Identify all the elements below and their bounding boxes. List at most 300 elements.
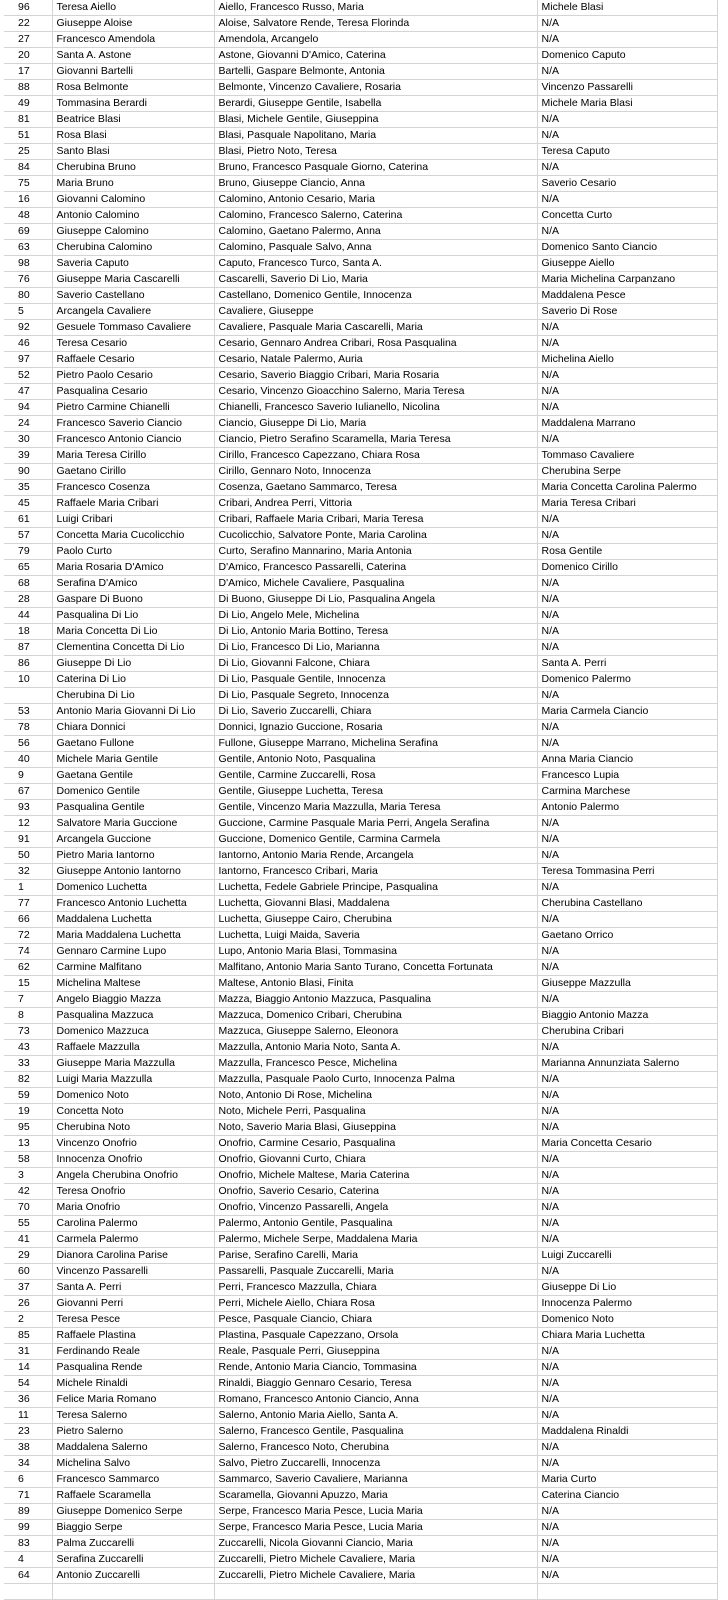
parents-cell[interactable]: Cavaliere, Pasquale Maria Cascarelli, Maria	[214, 320, 537, 336]
parents-cell[interactable]: Parise, Serafino Carelli, Maria	[214, 1248, 537, 1264]
spouse-cell[interactable]: N/A	[537, 720, 717, 736]
id-cell[interactable]: 6	[4, 1472, 52, 1488]
parents-cell[interactable]: Lupo, Antonio Maria Blasi, Tommasina	[214, 944, 537, 960]
name-cell[interactable]: Maria Bruno	[52, 176, 214, 192]
name-cell[interactable]: Giuseppe Aloise	[52, 16, 214, 32]
parents-cell[interactable]: Rinaldi, Biaggio Gennaro Cesario, Teresa	[214, 1376, 537, 1392]
name-cell[interactable]: Gaetana Gentile	[52, 768, 214, 784]
id-cell[interactable]: 67	[4, 784, 52, 800]
name-cell[interactable]: Giovanni Perri	[52, 1296, 214, 1312]
spouse-cell[interactable]: Saverio Di Rose	[537, 304, 717, 320]
id-cell[interactable]: 66	[4, 912, 52, 928]
name-cell[interactable]: Maria Concetta Di Lio	[52, 624, 214, 640]
parents-cell[interactable]: Berardi, Giuseppe Gentile, Isabella	[214, 96, 537, 112]
id-cell[interactable]	[4, 1584, 52, 1600]
id-cell[interactable]: 42	[4, 1184, 52, 1200]
spouse-cell[interactable]: Tommaso Cavaliere	[537, 448, 717, 464]
parents-cell[interactable]: Astone, Giovanni D'Amico, Caterina	[214, 48, 537, 64]
id-cell[interactable]: 70	[4, 1200, 52, 1216]
name-cell[interactable]: Luigi Maria Mazzulla	[52, 1072, 214, 1088]
name-cell[interactable]: Clementina Concetta Di Lio	[52, 640, 214, 656]
parents-cell[interactable]: Serpe, Francesco Maria Pesce, Lucia Maria	[214, 1504, 537, 1520]
parents-cell[interactable]: Calomino, Gaetano Palermo, Anna	[214, 224, 537, 240]
spouse-cell[interactable]: Vincenzo Passarelli	[537, 80, 717, 96]
spouse-cell[interactable]: Saverio Cesario	[537, 176, 717, 192]
name-cell[interactable]: Giuseppe Maria Mazzulla	[52, 1056, 214, 1072]
id-cell[interactable]: 3	[4, 1168, 52, 1184]
spouse-cell[interactable]: Maria Concetta Carolina Palermo	[537, 480, 717, 496]
spouse-cell[interactable]: N/A	[537, 224, 717, 240]
name-cell[interactable]: Cherubina Calomino	[52, 240, 214, 256]
parents-cell[interactable]: Donnici, Ignazio Guccione, Rosaria	[214, 720, 537, 736]
parents-cell[interactable]	[214, 1584, 537, 1600]
spouse-cell[interactable]: N/A	[537, 1408, 717, 1424]
id-cell[interactable]: 25	[4, 144, 52, 160]
name-cell[interactable]: Santa A. Perri	[52, 1280, 214, 1296]
id-cell[interactable]: 48	[4, 208, 52, 224]
spouse-cell[interactable]: N/A	[537, 1168, 717, 1184]
spouse-cell[interactable]: N/A	[537, 512, 717, 528]
name-cell[interactable]: Pasqualina Gentile	[52, 800, 214, 816]
name-cell[interactable]: Teresa Salerno	[52, 1408, 214, 1424]
name-cell[interactable]: Vincenzo Passarelli	[52, 1264, 214, 1280]
id-cell[interactable]: 32	[4, 864, 52, 880]
spouse-cell[interactable]: N/A	[537, 1376, 717, 1392]
parents-cell[interactable]: Blasi, Pietro Noto, Teresa	[214, 144, 537, 160]
id-cell[interactable]: 34	[4, 1456, 52, 1472]
spouse-cell[interactable]: N/A	[537, 736, 717, 752]
parents-cell[interactable]: Cosenza, Gaetano Sammarco, Teresa	[214, 480, 537, 496]
spouse-cell[interactable]: N/A	[537, 992, 717, 1008]
spouse-cell[interactable]: N/A	[537, 576, 717, 592]
spouse-cell[interactable]: N/A	[537, 1552, 717, 1568]
parents-cell[interactable]: Gentile, Vincenzo Maria Mazzulla, Maria Teresa	[214, 800, 537, 816]
parents-cell[interactable]: Rende, Antonio Maria Ciancio, Tommasina	[214, 1360, 537, 1376]
spouse-cell[interactable]: N/A	[537, 528, 717, 544]
parents-cell[interactable]: Cribari, Andrea Perri, Vittoria	[214, 496, 537, 512]
name-cell[interactable]: Luigi Cribari	[52, 512, 214, 528]
id-cell[interactable]: 60	[4, 1264, 52, 1280]
spouse-cell[interactable]: N/A	[537, 128, 717, 144]
id-cell[interactable]: 28	[4, 592, 52, 608]
id-cell[interactable]: 94	[4, 400, 52, 416]
spouse-cell[interactable]: N/A	[537, 1152, 717, 1168]
name-cell[interactable]: Palma Zuccarelli	[52, 1536, 214, 1552]
parents-cell[interactable]: Di Lio, Saverio Zuccarelli, Chiara	[214, 704, 537, 720]
name-cell[interactable]: Teresa Cesario	[52, 336, 214, 352]
parents-cell[interactable]: Salerno, Antonio Maria Aiello, Santa A.	[214, 1408, 537, 1424]
parents-cell[interactable]: Salvo, Pietro Zuccarelli, Innocenza	[214, 1456, 537, 1472]
spouse-cell[interactable]: N/A	[537, 816, 717, 832]
name-cell[interactable]: Gaspare Di Buono	[52, 592, 214, 608]
parents-cell[interactable]: Aiello, Francesco Russo, Maria	[214, 0, 537, 16]
spouse-cell[interactable]: Concetta Curto	[537, 208, 717, 224]
parents-cell[interactable]: Cascarelli, Saverio Di Lio, Maria	[214, 272, 537, 288]
name-cell[interactable]: Gaetano Cirillo	[52, 464, 214, 480]
name-cell[interactable]: Concetta Maria Cucolicchio	[52, 528, 214, 544]
name-cell[interactable]: Raffaele Maria Cribari	[52, 496, 214, 512]
parents-cell[interactable]: Castellano, Domenico Gentile, Innocenza	[214, 288, 537, 304]
spouse-cell[interactable]: N/A	[537, 688, 717, 704]
spouse-cell[interactable]: Maria Curto	[537, 1472, 717, 1488]
id-cell[interactable]: 88	[4, 80, 52, 96]
parents-cell[interactable]: Ciancio, Pietro Serafino Scaramella, Maria Teresa	[214, 432, 537, 448]
parents-cell[interactable]: Di Lio, Francesco Di Lio, Marianna	[214, 640, 537, 656]
spouse-cell[interactable]: Maria Michelina Carpanzano	[537, 272, 717, 288]
name-cell[interactable]: Francesco Saverio Ciancio	[52, 416, 214, 432]
parents-cell[interactable]: Di Buono, Giuseppe Di Lio, Pasqualina Angela	[214, 592, 537, 608]
parents-cell[interactable]: Cucolicchio, Salvatore Ponte, Maria Carolina	[214, 528, 537, 544]
name-cell[interactable]: Pietro Salerno	[52, 1424, 214, 1440]
parents-cell[interactable]: Cirillo, Gennaro Noto, Innocenza	[214, 464, 537, 480]
spouse-cell[interactable]: N/A	[537, 384, 717, 400]
id-cell[interactable]	[4, 688, 52, 704]
parents-cell[interactable]: Cesario, Gennaro Andrea Cribari, Rosa Pasqualina	[214, 336, 537, 352]
name-cell[interactable]: Raffaele Cesario	[52, 352, 214, 368]
parents-cell[interactable]: Di Lio, Antonio Maria Bottino, Teresa	[214, 624, 537, 640]
parents-cell[interactable]: Bartelli, Gaspare Belmonte, Antonia	[214, 64, 537, 80]
parents-cell[interactable]: Salerno, Francesco Gentile, Pasqualina	[214, 1424, 537, 1440]
parents-cell[interactable]: Pesce, Pasquale Ciancio, Chiara	[214, 1312, 537, 1328]
name-cell[interactable]: Antonio Calomino	[52, 208, 214, 224]
name-cell[interactable]: Maria Rosaria D'Amico	[52, 560, 214, 576]
parents-cell[interactable]: Ciancio, Giuseppe Di Lio, Maria	[214, 416, 537, 432]
id-cell[interactable]: 29	[4, 1248, 52, 1264]
name-cell[interactable]	[52, 1584, 214, 1600]
parents-cell[interactable]: Bruno, Francesco Pasquale Giorno, Caterina	[214, 160, 537, 176]
name-cell[interactable]: Santo Blasi	[52, 144, 214, 160]
spouse-cell[interactable]: Cherubina Castellano	[537, 896, 717, 912]
id-cell[interactable]: 92	[4, 320, 52, 336]
id-cell[interactable]: 51	[4, 128, 52, 144]
parents-cell[interactable]: Plastina, Pasquale Capezzano, Orsola	[214, 1328, 537, 1344]
spouse-cell[interactable]: Domenico Santo Ciancio	[537, 240, 717, 256]
spouse-cell[interactable]: N/A	[537, 1344, 717, 1360]
parents-cell[interactable]: Di Lio, Angelo Mele, Michelina	[214, 608, 537, 624]
id-cell[interactable]: 84	[4, 160, 52, 176]
name-cell[interactable]: Raffaele Scaramella	[52, 1488, 214, 1504]
id-cell[interactable]: 10	[4, 672, 52, 688]
spouse-cell[interactable]: Luigi Zuccarelli	[537, 1248, 717, 1264]
spouse-cell[interactable]: Michele Blasi	[537, 0, 717, 16]
spouse-cell[interactable]: N/A	[537, 848, 717, 864]
parents-cell[interactable]: Noto, Saverio Maria Blasi, Giuseppina	[214, 1120, 537, 1136]
parents-cell[interactable]: Caputo, Francesco Turco, Santa A.	[214, 256, 537, 272]
name-cell[interactable]: Domenico Luchetta	[52, 880, 214, 896]
name-cell[interactable]: Rosa Belmonte	[52, 80, 214, 96]
name-cell[interactable]: Caterina Di Lio	[52, 672, 214, 688]
id-cell[interactable]: 15	[4, 976, 52, 992]
spouse-cell[interactable]: N/A	[537, 832, 717, 848]
name-cell[interactable]: Francesco Antonio Ciancio	[52, 432, 214, 448]
parents-cell[interactable]: Blasi, Michele Gentile, Giuseppina	[214, 112, 537, 128]
parents-cell[interactable]: Guccione, Domenico Gentile, Carmina Carmela	[214, 832, 537, 848]
id-cell[interactable]: 99	[4, 1520, 52, 1536]
spouse-cell[interactable]: N/A	[537, 1520, 717, 1536]
id-cell[interactable]: 72	[4, 928, 52, 944]
id-cell[interactable]: 26	[4, 1296, 52, 1312]
name-cell[interactable]: Francesco Sammarco	[52, 1472, 214, 1488]
spouse-cell[interactable]: N/A	[537, 1440, 717, 1456]
parents-cell[interactable]: Calomino, Francesco Salerno, Caterina	[214, 208, 537, 224]
name-cell[interactable]: Cherubina Bruno	[52, 160, 214, 176]
spouse-cell[interactable]: N/A	[537, 880, 717, 896]
name-cell[interactable]: Cherubina Noto	[52, 1120, 214, 1136]
parents-cell[interactable]: Luchetta, Giovanni Blasi, Maddalena	[214, 896, 537, 912]
spouse-cell[interactable]: Michelina Aiello	[537, 352, 717, 368]
id-cell[interactable]: 93	[4, 800, 52, 816]
spouse-cell[interactable]: Domenico Palermo	[537, 672, 717, 688]
name-cell[interactable]: Gaetano Fullone	[52, 736, 214, 752]
parents-cell[interactable]: Luchetta, Giuseppe Cairo, Cherubina	[214, 912, 537, 928]
name-cell[interactable]: Chiara Donnici	[52, 720, 214, 736]
name-cell[interactable]: Domenico Mazzuca	[52, 1024, 214, 1040]
name-cell[interactable]: Felice Maria Romano	[52, 1392, 214, 1408]
spouse-cell[interactable]: Francesco Lupia	[537, 768, 717, 784]
name-cell[interactable]: Saverio Castellano	[52, 288, 214, 304]
id-cell[interactable]: 97	[4, 352, 52, 368]
id-cell[interactable]: 13	[4, 1136, 52, 1152]
parents-cell[interactable]: Curto, Serafino Mannarino, Maria Antonia	[214, 544, 537, 560]
name-cell[interactable]: Raffaele Mazzulla	[52, 1040, 214, 1056]
spouse-cell[interactable]: Marianna Annunziata Salerno	[537, 1056, 717, 1072]
name-cell[interactable]: Francesco Cosenza	[52, 480, 214, 496]
id-cell[interactable]: 8	[4, 1008, 52, 1024]
id-cell[interactable]: 81	[4, 112, 52, 128]
spouse-cell[interactable]: N/A	[537, 336, 717, 352]
name-cell[interactable]: Francesco Amendola	[52, 32, 214, 48]
id-cell[interactable]: 80	[4, 288, 52, 304]
name-cell[interactable]: Michelina Maltese	[52, 976, 214, 992]
name-cell[interactable]: Maria Onofrio	[52, 1200, 214, 1216]
id-cell[interactable]: 69	[4, 224, 52, 240]
spouse-cell[interactable]: N/A	[537, 432, 717, 448]
id-cell[interactable]: 40	[4, 752, 52, 768]
spouse-cell[interactable]: N/A	[537, 400, 717, 416]
id-cell[interactable]: 33	[4, 1056, 52, 1072]
name-cell[interactable]: Cherubina Di Lio	[52, 688, 214, 704]
id-cell[interactable]: 14	[4, 1360, 52, 1376]
name-cell[interactable]: Carmela Palermo	[52, 1232, 214, 1248]
spouse-cell[interactable]: Antonio Palermo	[537, 800, 717, 816]
spouse-cell[interactable]: N/A	[537, 624, 717, 640]
id-cell[interactable]: 98	[4, 256, 52, 272]
id-cell[interactable]: 41	[4, 1232, 52, 1248]
spouse-cell[interactable]: Carmina Marchese	[537, 784, 717, 800]
id-cell[interactable]: 39	[4, 448, 52, 464]
name-cell[interactable]: Giuseppe Antonio Iantorno	[52, 864, 214, 880]
id-cell[interactable]: 50	[4, 848, 52, 864]
spouse-cell[interactable]: N/A	[537, 1104, 717, 1120]
parents-cell[interactable]: Zuccarelli, Nicola Giovanni Ciancio, Maria	[214, 1536, 537, 1552]
name-cell[interactable]: Carolina Palermo	[52, 1216, 214, 1232]
spouse-cell[interactable]: Giuseppe Di Lio	[537, 1280, 717, 1296]
name-cell[interactable]: Antonio Maria Giovanni Di Lio	[52, 704, 214, 720]
id-cell[interactable]: 17	[4, 64, 52, 80]
name-cell[interactable]: Vincenzo Onofrio	[52, 1136, 214, 1152]
parents-cell[interactable]: Onofrio, Giovanni Curto, Chiara	[214, 1152, 537, 1168]
name-cell[interactable]: Salvatore Maria Guccione	[52, 816, 214, 832]
parents-cell[interactable]: Di Lio, Giovanni Falcone, Chiara	[214, 656, 537, 672]
id-cell[interactable]: 68	[4, 576, 52, 592]
name-cell[interactable]: Angelo Biaggio Mazza	[52, 992, 214, 1008]
parents-cell[interactable]: D'Amico, Francesco Passarelli, Caterina	[214, 560, 537, 576]
parents-cell[interactable]: Mazzuca, Domenico Cribari, Cherubina	[214, 1008, 537, 1024]
id-cell[interactable]: 38	[4, 1440, 52, 1456]
parents-cell[interactable]: Iantorno, Francesco Cribari, Maria	[214, 864, 537, 880]
name-cell[interactable]: Concetta Noto	[52, 1104, 214, 1120]
id-cell[interactable]: 78	[4, 720, 52, 736]
parents-cell[interactable]: Aloise, Salvatore Rende, Teresa Florinda	[214, 16, 537, 32]
parents-cell[interactable]: Gentile, Antonio Noto, Pasqualina	[214, 752, 537, 768]
name-cell[interactable]: Michele Maria Gentile	[52, 752, 214, 768]
spouse-cell[interactable]: N/A	[537, 1088, 717, 1104]
spouse-cell[interactable]: Cherubina Serpe	[537, 464, 717, 480]
spouse-cell[interactable]: N/A	[537, 1456, 717, 1472]
id-cell[interactable]: 64	[4, 1568, 52, 1584]
id-cell[interactable]: 24	[4, 416, 52, 432]
spouse-cell[interactable]: Michele Maria Blasi	[537, 96, 717, 112]
name-cell[interactable]: Ferdinando Reale	[52, 1344, 214, 1360]
id-cell[interactable]: 53	[4, 704, 52, 720]
parents-cell[interactable]: Zuccarelli, Pietro Michele Cavaliere, Maria	[214, 1568, 537, 1584]
spouse-cell[interactable]: Gaetano Orrico	[537, 928, 717, 944]
name-cell[interactable]: Michelina Salvo	[52, 1456, 214, 1472]
name-cell[interactable]: Pasqualina Di Lio	[52, 608, 214, 624]
name-cell[interactable]: Giuseppe Domenico Serpe	[52, 1504, 214, 1520]
parents-cell[interactable]: Serpe, Francesco Maria Pesce, Lucia Maria	[214, 1520, 537, 1536]
id-cell[interactable]: 58	[4, 1152, 52, 1168]
id-cell[interactable]: 37	[4, 1280, 52, 1296]
name-cell[interactable]: Maddalena Luchetta	[52, 912, 214, 928]
spouse-cell[interactable]: N/A	[537, 192, 717, 208]
parents-cell[interactable]: Palermo, Michele Serpe, Maddalena Maria	[214, 1232, 537, 1248]
parents-cell[interactable]: Salerno, Francesco Noto, Cherubina	[214, 1440, 537, 1456]
parents-cell[interactable]: Maltese, Antonio Blasi, Finita	[214, 976, 537, 992]
name-cell[interactable]: Giuseppe Calomino	[52, 224, 214, 240]
parents-cell[interactable]: Cirillo, Francesco Capezzano, Chiara Rosa	[214, 448, 537, 464]
name-cell[interactable]: Michele Rinaldi	[52, 1376, 214, 1392]
name-cell[interactable]: Pietro Paolo Cesario	[52, 368, 214, 384]
id-cell[interactable]: 19	[4, 1104, 52, 1120]
spouse-cell[interactable]: N/A	[537, 944, 717, 960]
parents-cell[interactable]: Perri, Francesco Mazzulla, Chiara	[214, 1280, 537, 1296]
spouse-cell[interactable]: N/A	[537, 1216, 717, 1232]
id-cell[interactable]: 47	[4, 384, 52, 400]
id-cell[interactable]: 57	[4, 528, 52, 544]
spouse-cell[interactable]: N/A	[537, 64, 717, 80]
id-cell[interactable]: 90	[4, 464, 52, 480]
id-cell[interactable]: 56	[4, 736, 52, 752]
id-cell[interactable]: 7	[4, 992, 52, 1008]
id-cell[interactable]: 95	[4, 1120, 52, 1136]
name-cell[interactable]: Teresa Pesce	[52, 1312, 214, 1328]
name-cell[interactable]: Arcangela Cavaliere	[52, 304, 214, 320]
spouse-cell[interactable]: N/A	[537, 112, 717, 128]
spouse-cell[interactable]: Maddalena Marrano	[537, 416, 717, 432]
id-cell[interactable]: 75	[4, 176, 52, 192]
spouse-cell[interactable]: Maria Carmela Ciancio	[537, 704, 717, 720]
parents-cell[interactable]: Onofrio, Vincenzo Passarelli, Angela	[214, 1200, 537, 1216]
name-cell[interactable]: Beatrice Blasi	[52, 112, 214, 128]
parents-cell[interactable]: Mazza, Biaggio Antonio Mazzuca, Pasqualina	[214, 992, 537, 1008]
spouse-cell[interactable]: N/A	[537, 32, 717, 48]
name-cell[interactable]: Angela Cherubina Onofrio	[52, 1168, 214, 1184]
spouse-cell[interactable]: Teresa Tommasina Perri	[537, 864, 717, 880]
id-cell[interactable]: 54	[4, 1376, 52, 1392]
spouse-cell[interactable]: Maria Concetta Cesario	[537, 1136, 717, 1152]
parents-cell[interactable]: Zuccarelli, Pietro Michele Cavaliere, Maria	[214, 1552, 537, 1568]
id-cell[interactable]: 61	[4, 512, 52, 528]
name-cell[interactable]: Giuseppe Di Lio	[52, 656, 214, 672]
id-cell[interactable]: 59	[4, 1088, 52, 1104]
parents-cell[interactable]: Guccione, Carmine Pasquale Maria Perri, Angela Serafina	[214, 816, 537, 832]
name-cell[interactable]: Antonio Zuccarelli	[52, 1568, 214, 1584]
spouse-cell[interactable]: Cherubina Cribari	[537, 1024, 717, 1040]
name-cell[interactable]: Paolo Curto	[52, 544, 214, 560]
id-cell[interactable]: 20	[4, 48, 52, 64]
spouse-cell[interactable]: N/A	[537, 608, 717, 624]
name-cell[interactable]: Pasqualina Cesario	[52, 384, 214, 400]
id-cell[interactable]: 52	[4, 368, 52, 384]
name-cell[interactable]: Tommasina Berardi	[52, 96, 214, 112]
id-cell[interactable]: 22	[4, 16, 52, 32]
parents-cell[interactable]: Reale, Pasquale Perri, Giuseppina	[214, 1344, 537, 1360]
parents-cell[interactable]: Noto, Michele Perri, Pasqualina	[214, 1104, 537, 1120]
spouse-cell[interactable]: Maddalena Rinaldi	[537, 1424, 717, 1440]
spouse-cell[interactable]: N/A	[537, 320, 717, 336]
name-cell[interactable]: Pietro Maria Iantorno	[52, 848, 214, 864]
spouse-cell[interactable]: N/A	[537, 592, 717, 608]
id-cell[interactable]: 23	[4, 1424, 52, 1440]
spouse-cell[interactable]: Domenico Cirillo	[537, 560, 717, 576]
parents-cell[interactable]: Di Lio, Pasquale Segreto, Innocenza	[214, 688, 537, 704]
name-cell[interactable]: Biaggio Serpe	[52, 1520, 214, 1536]
spouse-cell[interactable]: Innocenza Palermo	[537, 1296, 717, 1312]
id-cell[interactable]: 62	[4, 960, 52, 976]
name-cell[interactable]: Innocenza Onofrio	[52, 1152, 214, 1168]
spouse-cell[interactable]	[537, 1584, 717, 1600]
spouse-cell[interactable]: N/A	[537, 1504, 717, 1520]
id-cell[interactable]: 45	[4, 496, 52, 512]
spouse-cell[interactable]: Teresa Caputo	[537, 144, 717, 160]
id-cell[interactable]: 65	[4, 560, 52, 576]
parents-cell[interactable]: Noto, Antonio Di Rose, Michelina	[214, 1088, 537, 1104]
parents-cell[interactable]: Amendola, Arcangelo	[214, 32, 537, 48]
spouse-cell[interactable]: N/A	[537, 16, 717, 32]
parents-cell[interactable]: Mazzulla, Antonio Maria Noto, Santa A.	[214, 1040, 537, 1056]
id-cell[interactable]: 43	[4, 1040, 52, 1056]
spouse-cell[interactable]: Maddalena Pesce	[537, 288, 717, 304]
id-cell[interactable]: 9	[4, 768, 52, 784]
spouse-cell[interactable]: Caterina Ciancio	[537, 1488, 717, 1504]
id-cell[interactable]: 96	[4, 0, 52, 16]
parents-cell[interactable]: Mazzulla, Francesco Pesce, Michelina	[214, 1056, 537, 1072]
id-cell[interactable]: 31	[4, 1344, 52, 1360]
parents-cell[interactable]: Calomino, Antonio Cesario, Maria	[214, 192, 537, 208]
name-cell[interactable]: Carmine Malfitano	[52, 960, 214, 976]
spouse-cell[interactable]: Chiara Maria Luchetta	[537, 1328, 717, 1344]
name-cell[interactable]: Domenico Noto	[52, 1088, 214, 1104]
id-cell[interactable]: 85	[4, 1328, 52, 1344]
parents-cell[interactable]: Cavaliere, Giuseppe	[214, 304, 537, 320]
id-cell[interactable]: 5	[4, 304, 52, 320]
name-cell[interactable]: Francesco Antonio Luchetta	[52, 896, 214, 912]
name-cell[interactable]: Saveria Caputo	[52, 256, 214, 272]
parents-cell[interactable]: Onofrio, Saverio Cesario, Caterina	[214, 1184, 537, 1200]
id-cell[interactable]: 36	[4, 1392, 52, 1408]
id-cell[interactable]: 74	[4, 944, 52, 960]
